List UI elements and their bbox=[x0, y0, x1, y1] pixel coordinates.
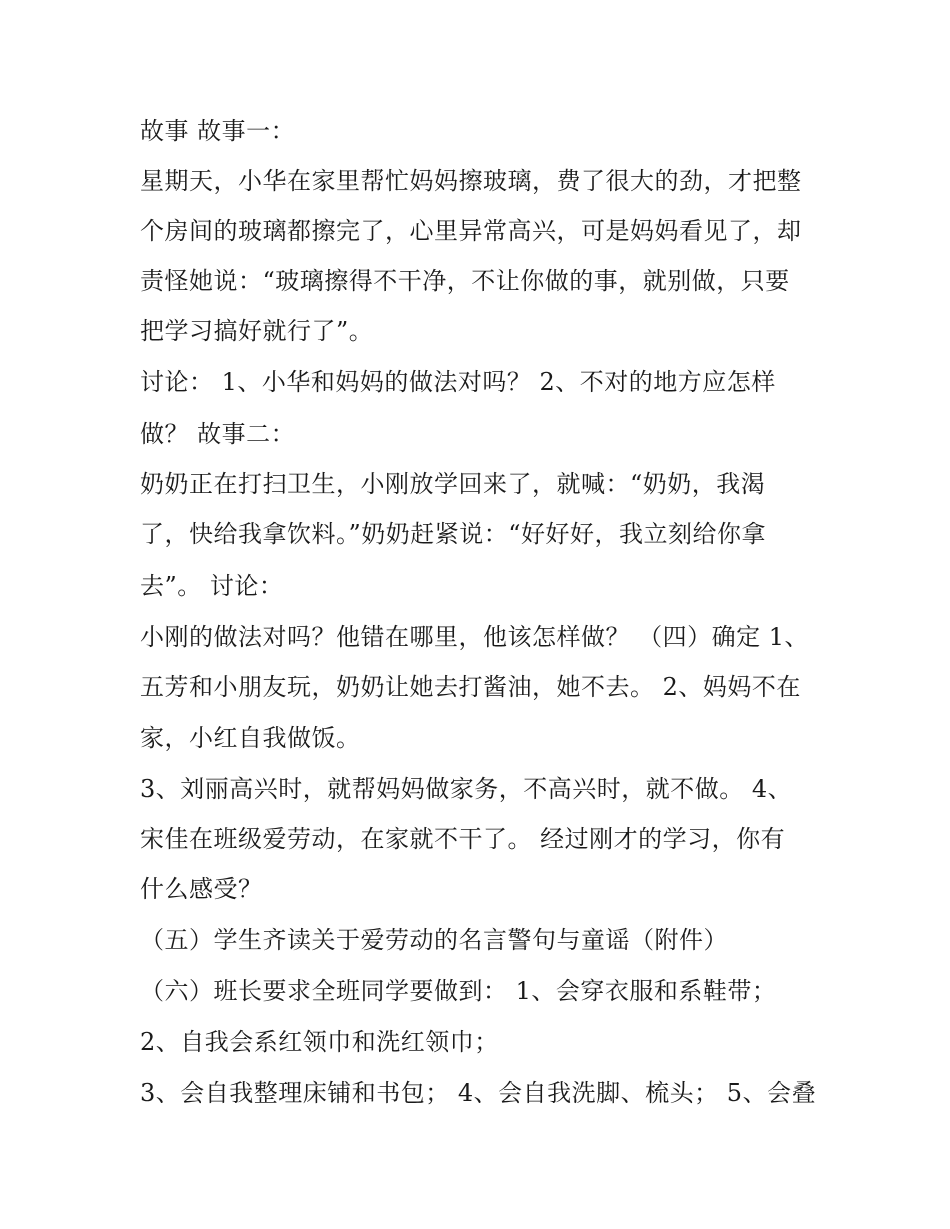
text-line-2: 星期天，小华在家里帮忙妈妈擦玻璃，费了很大的劲，才把整 bbox=[140, 167, 802, 195]
text-line-9: 了，快给我拿饮料。”奶奶赶紧说：“好好好，我立刻给你拿 bbox=[140, 520, 767, 548]
text-line-18: （六）班长要求全班同学要做到： 1、会穿衣服和系鞋带； bbox=[140, 977, 777, 1005]
text-line-11: 小刚的做法对吗？他错在哪里，他该怎样做？ （四）确定 1、 bbox=[140, 623, 810, 651]
text-line-6: 讨论： 1、小华和妈妈的做法对吗？ 2、不对的地方应怎样 bbox=[140, 368, 776, 396]
text-line-13: 家，小红自我做饭。 bbox=[140, 724, 361, 752]
text-line-15: 宋佳在班级爱劳动，在家就不干了。 经过刚才的学习，你有 bbox=[140, 825, 786, 853]
text-line-5: 把学习搞好就行了”。 bbox=[140, 317, 374, 345]
text-line-14: 3、刘丽高兴时，就帮妈妈做家务，不高兴时，就不做。 4、 bbox=[140, 775, 793, 803]
text-line-8: 奶奶正在打扫卫生，小刚放学回来了，就喊：“奶奶，我渴 bbox=[140, 470, 766, 498]
text-line-1: 故事 故事一： bbox=[140, 117, 296, 145]
text-line-20: 3、会自我整理床铺和书包； 4、会自我洗脚、梳头； 5、会叠 bbox=[140, 1079, 817, 1107]
text-line-4: 责怪她说：“玻璃擦得不干净，不让你做的事，就别做，只要 bbox=[140, 267, 790, 295]
text-line-7: 做？ 故事二： bbox=[140, 420, 296, 448]
text-line-10: 去”。 讨论： bbox=[140, 572, 284, 600]
text-line-16: 什么感受？ bbox=[140, 875, 263, 903]
text-line-19: 2、自我会系红领巾和洗红领巾； bbox=[140, 1028, 499, 1056]
text-line-3: 个房间的玻璃都擦完了，心里异常高兴，可是妈妈看见了，却 bbox=[140, 217, 802, 245]
text-line-12: 五芳和小朋友玩，奶奶让她去打酱油，她不去。 2、妈妈不在 bbox=[140, 673, 801, 701]
text-line-17: （五）学生齐读关于爱劳动的名言警句与童谣（附件） bbox=[140, 926, 728, 954]
